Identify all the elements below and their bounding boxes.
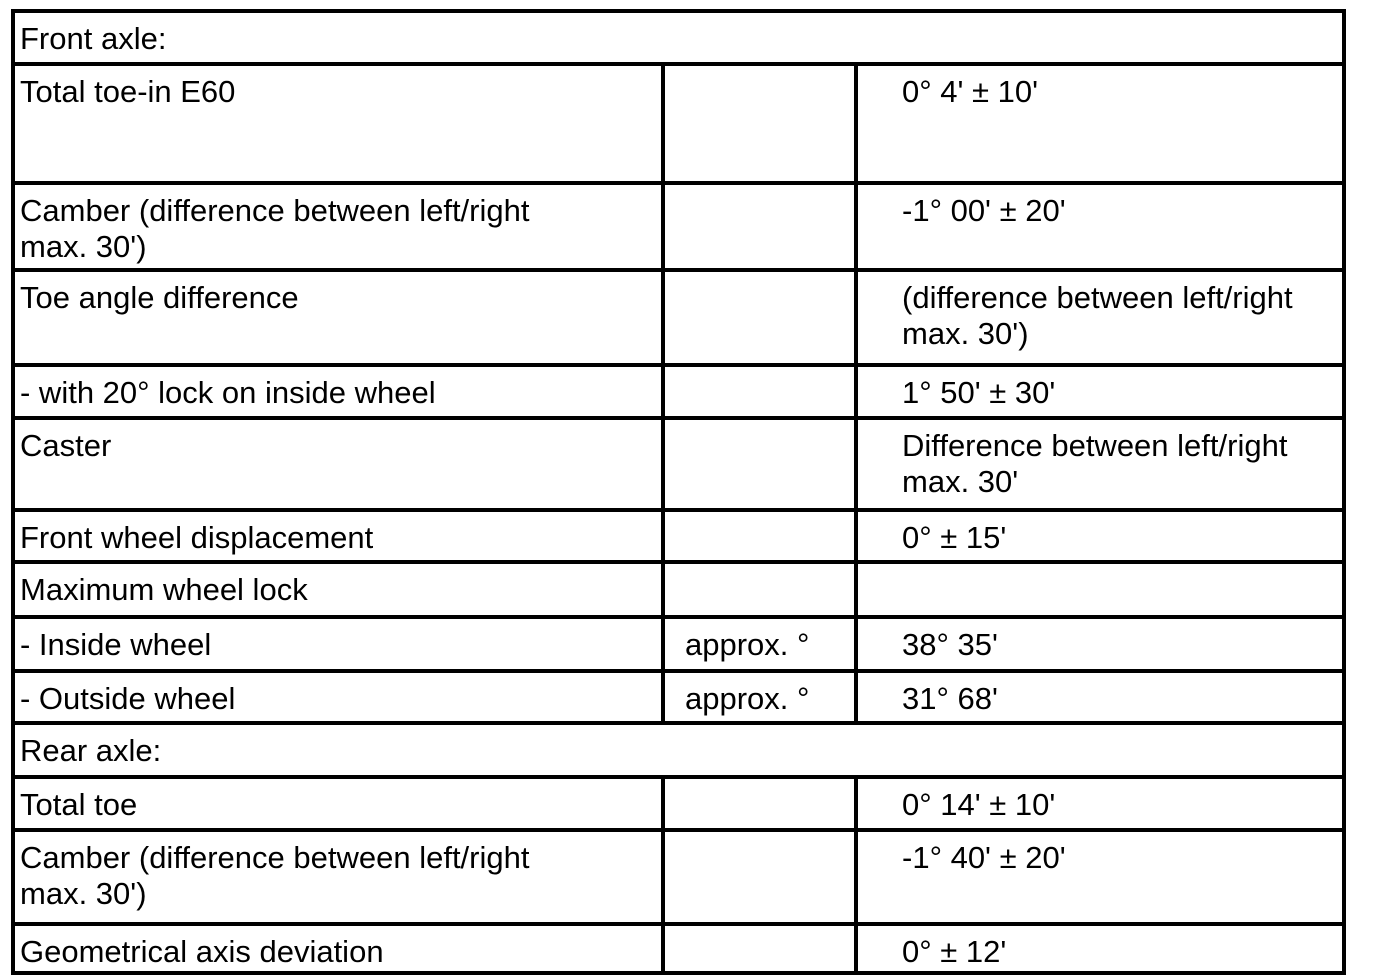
value-text: 0° ± 15' <box>902 520 1007 555</box>
parameter-cell <box>13 418 663 510</box>
table-row <box>13 270 1344 365</box>
parameter-cell <box>13 830 663 924</box>
section-row-rear-axle <box>13 723 1344 777</box>
parameter-label: Total toe <box>20 787 138 822</box>
parameter-label: Camber (difference between left/right <box>20 840 530 875</box>
parameter-label: Toe angle difference <box>20 280 299 315</box>
unit-cell <box>663 830 856 924</box>
value-cell <box>856 418 1344 510</box>
table-row <box>13 617 1344 671</box>
value-text: 31° 68' <box>902 681 998 716</box>
unit-cell <box>663 777 856 830</box>
value-text: 0° 14' ± 10' <box>902 787 1056 822</box>
value-text-line2: max. 30') <box>902 316 1029 351</box>
parameter-label: Camber (difference between left/right <box>20 193 530 228</box>
parameter-cell <box>13 270 663 365</box>
unit-cell: approx. ° <box>663 617 856 671</box>
table-row <box>13 671 1344 723</box>
section-heading: Front axle: <box>13 11 1344 64</box>
parameter-label: - Inside wheel <box>20 627 212 662</box>
parameter-cell <box>13 365 663 418</box>
section-row-front-axle <box>13 11 1344 64</box>
parameter-cell <box>13 64 663 183</box>
value-cell <box>856 924 1344 973</box>
parameter-cell <box>13 671 663 723</box>
value-cell <box>856 64 1344 183</box>
value-text-line2: max. 30' <box>902 464 1019 499</box>
table-row <box>13 830 1344 924</box>
table-row <box>13 418 1344 510</box>
value-text: 38° 35' <box>902 627 998 662</box>
value-cell <box>856 830 1344 924</box>
table-row <box>13 183 1344 270</box>
value-text: 0° 4' ± 10' <box>902 74 1039 109</box>
unit-cell <box>663 418 856 510</box>
value-cell <box>856 671 1344 723</box>
parameter-label: Caster <box>20 428 112 463</box>
table-row <box>13 562 1344 617</box>
parameter-cell <box>13 510 663 562</box>
table-row <box>13 365 1344 418</box>
value-cell <box>856 510 1344 562</box>
parameter-cell <box>13 777 663 830</box>
table-row <box>13 924 1344 973</box>
value-text: (difference between left/right <box>902 280 1293 315</box>
value-text: Difference between left/right <box>902 428 1288 463</box>
value-text: -1° 40' ± 20' <box>902 840 1066 875</box>
parameter-cell <box>13 183 663 270</box>
value-cell <box>856 777 1344 830</box>
value-text: 1° 50' ± 30' <box>902 375 1056 410</box>
table-row <box>13 510 1344 562</box>
parameter-label: Maximum wheel lock <box>20 572 308 607</box>
value-cell <box>856 270 1344 365</box>
parameter-cell <box>13 562 663 617</box>
unit-cell <box>663 365 856 418</box>
unit-cell: approx. ° <box>663 671 856 723</box>
parameter-label: - Outside wheel <box>20 681 236 716</box>
table-row <box>13 777 1344 830</box>
parameter-label-line2: max. 30') <box>20 876 147 911</box>
parameter-label: Geometrical axis deviation <box>20 934 384 969</box>
value-text: -1° 00' ± 20' <box>902 193 1066 228</box>
unit-cell <box>663 64 856 183</box>
parameter-label-line2: max. 30') <box>20 229 147 264</box>
wheel-alignment-table <box>11 9 1346 975</box>
value-cell <box>856 183 1344 270</box>
unit-cell <box>663 510 856 562</box>
parameter-label: Front wheel displacement <box>20 520 374 555</box>
unit-cell <box>663 183 856 270</box>
value-cell <box>856 617 1344 671</box>
section-heading: Rear axle: <box>13 723 1344 777</box>
table-row <box>13 64 1344 183</box>
unit-cell <box>663 270 856 365</box>
unit-cell <box>663 562 856 617</box>
parameter-cell <box>13 617 663 671</box>
value-cell <box>856 562 1344 617</box>
unit-cell <box>663 924 856 973</box>
value-cell <box>856 365 1344 418</box>
parameter-label: Total toe-in E60 <box>20 74 236 109</box>
parameter-label: - with 20° lock on inside wheel <box>20 375 436 410</box>
value-text: 0° ± 12' <box>902 934 1007 969</box>
parameter-cell <box>13 924 663 973</box>
